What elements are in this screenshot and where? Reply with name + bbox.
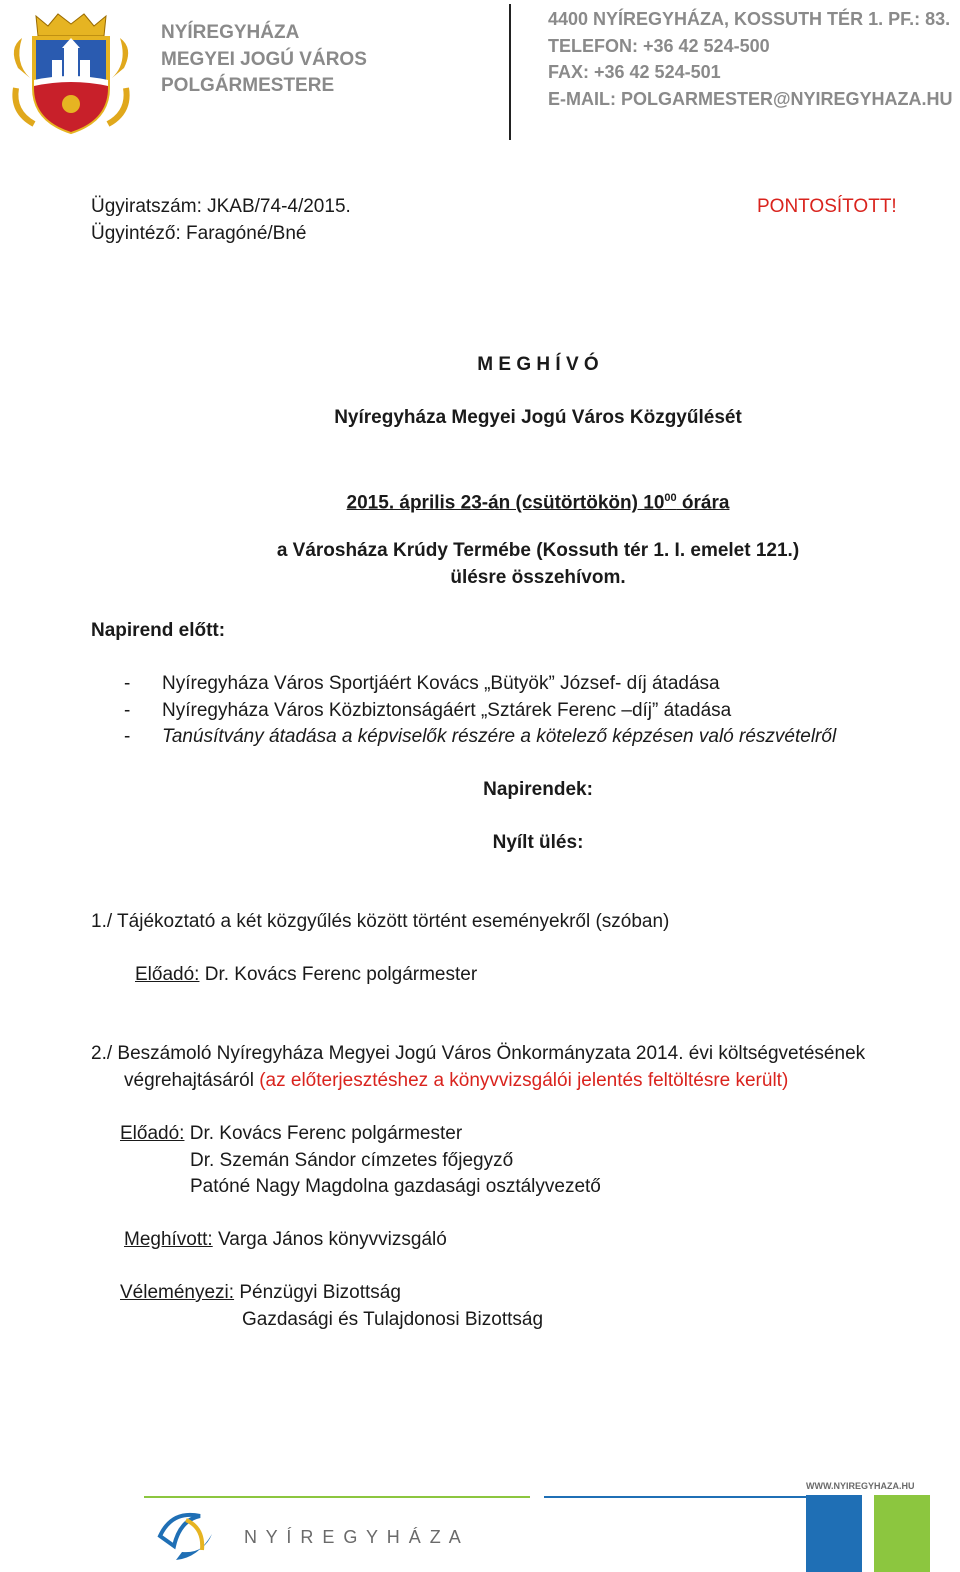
footer-green-block — [874, 1495, 930, 1572]
list-bullet: - — [124, 673, 131, 694]
office-name-line-3: POLGÁRMESTERE — [161, 75, 335, 96]
presenter-name: Patóné Nagy Magdolna gazdasági osztályvezető — [190, 1176, 601, 1197]
reviewer-name: Gazdasági és Tulajdonosi Bizottság — [242, 1309, 544, 1330]
meeting-date-main: 2015. április 23-án (csütörtökön) 10 — [346, 492, 665, 514]
meeting-date — [58, 485, 960, 517]
status-badge: PONTOSÍTOTT! — [757, 196, 897, 217]
footer-url: WWW.NYIREGYHAZA.HU — [806, 1481, 915, 1491]
pre-agenda-item: Tanúsítvány átadása a képviselők részére a kötelező képzésen való részvételről — [162, 726, 837, 747]
presenter-name: Dr. Kovács Ferenc polgármester — [184, 1123, 463, 1144]
pre-agenda-item: Nyíregyháza Város Sportjáért Kovács „Bütyök” József- díj átadása — [162, 673, 720, 694]
contact-fax: FAX: +36 42 524-501 — [548, 62, 721, 82]
agenda-item-2-presenter — [120, 1121, 462, 1148]
list-bullet: - — [124, 726, 131, 747]
contact-address: 4400 NYÍREGYHÁZA, KOSSUTH TÉR 1. PF.: 83. — [548, 9, 951, 29]
footer-green-rule — [144, 1496, 530, 1498]
contact-block — [548, 6, 953, 112]
reviewers — [120, 1280, 401, 1307]
office-name-line-2: MEGYEI JOGÚ VÁROS — [161, 48, 367, 70]
agenda-item-1-title: 1./ Tájékoztató a két közgyűlés között történt eseményekről (szóban) — [91, 911, 670, 932]
case-handler: Ügyintéző: Faragóné/Bné — [91, 223, 307, 244]
invited-name: Varga János könyvvizsgáló — [212, 1229, 447, 1250]
pre-agenda-item: Nyíregyháza Város Közbiztonságáért „Sztárek Ferenc –díj” átadása — [162, 700, 732, 721]
agenda-item-2-note: (az előterjesztéshez a könyvvizsgálói jelentés feltöltésre került) — [259, 1070, 789, 1091]
open-session-heading: Nyílt ülés: — [492, 832, 584, 853]
reviewer-name: Pénzügyi Bizottság — [234, 1282, 401, 1303]
header-divider — [509, 4, 511, 140]
invited-label: Meghívott: — [124, 1229, 213, 1250]
invited-guest — [124, 1227, 447, 1254]
presenter-name: Dr. Szemán Sándor címzetes főjegyző — [190, 1150, 514, 1171]
agenda-item-2-title-end: végrehajtásáról — [124, 1070, 254, 1091]
reviewers-label: Véleményezi: — [120, 1282, 235, 1303]
presenter-name: Dr. Kovács Ferenc polgármester — [199, 964, 478, 985]
footer-brand-name: N Y Í R E G Y H Á Z A — [244, 1527, 463, 1547]
invite-title: M E G H Í V Ó — [477, 354, 599, 375]
presenter-label: Előadó: — [135, 964, 200, 985]
coat-of-arms-logo — [8, 8, 134, 138]
agenda-heading: Napirendek: — [483, 779, 593, 800]
city-brand-logo — [152, 1506, 222, 1564]
mayor-office-name — [161, 20, 367, 100]
list-bullet: - — [124, 700, 131, 721]
invite-addressee: Nyíregyháza Megyei Jogú Város Közgyűlését — [334, 407, 742, 428]
meeting-date-sup: 00 — [664, 492, 677, 504]
meeting-location: a Városháza Krúdy Termébe (Kossuth tér 1. I. emelet 121.) — [276, 540, 800, 561]
agenda-item-2-title-line-1: 2./ Beszámoló Nyíregyháza Megyei Jogú Város Önkormányzata 2014. évi költségvetésének — [91, 1043, 866, 1064]
footer-blue-block — [806, 1495, 862, 1572]
contact-phone: TELEFON: +36 42 524-500 — [548, 35, 770, 56]
footer-blue-rule — [544, 1496, 806, 1498]
meeting-date-tail: órára — [676, 492, 730, 514]
office-name-line-1: NYÍREGYHÁZA — [161, 22, 300, 43]
contact-email: E-MAIL: POLGARMESTER@NYIREGYHAZA.HU — [548, 88, 953, 109]
agenda-item-1-presenter — [135, 962, 477, 989]
invite-closing: ülésre összehívom. — [450, 567, 626, 588]
presenter-label: Előadó: — [120, 1123, 185, 1144]
pre-agenda-label: Napirend előtt: — [91, 620, 226, 641]
file-number: Ügyiratszám: JKAB/74-4/2015. — [91, 196, 351, 217]
agenda-item-2-title-line-2 — [124, 1068, 788, 1095]
